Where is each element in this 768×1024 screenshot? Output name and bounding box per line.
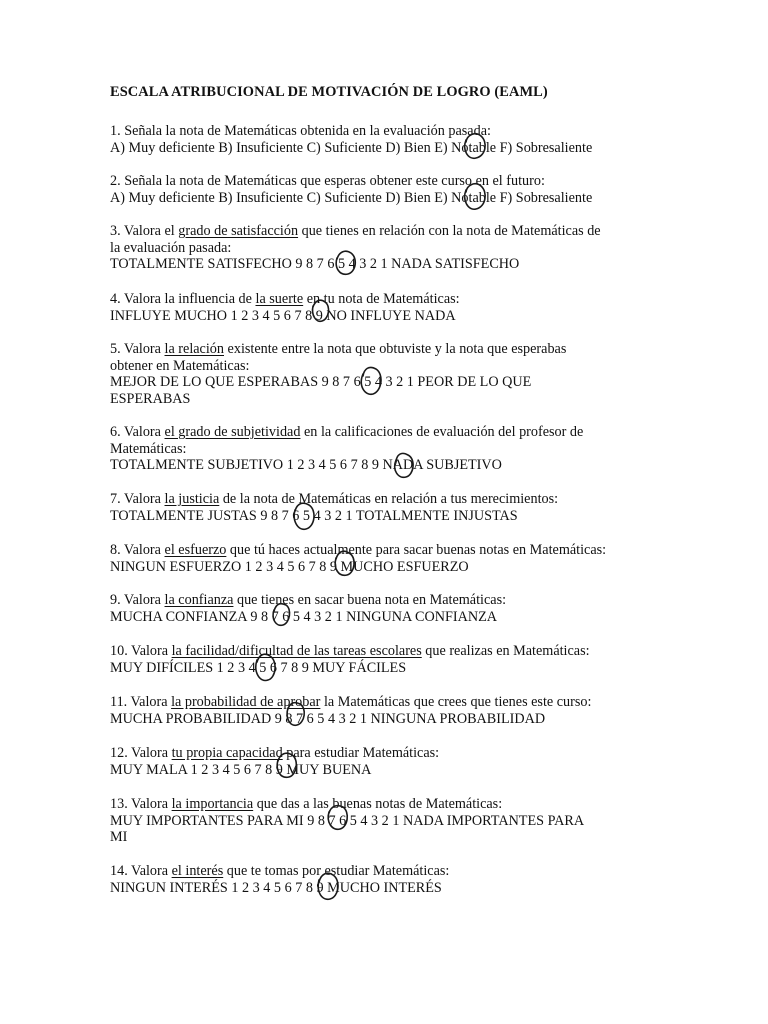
prompt-text-continued: de la nota de Matemáticas en relación a tus merecimientos: [219,491,559,507]
question-8 [110,542,670,575]
prompt-text: 5. Valora [110,341,165,357]
question-prompt [110,694,670,711]
question-5 [110,341,670,407]
question-6 [110,424,670,474]
prompt-text-continued: en la calificaciones de evaluación del profesor de [300,424,584,440]
answer-scale-line: TOTALMENTE JUSTAS 9 8 7 6 5 4 3 2 1 TOTALMENTE INJUSTAS [110,507,518,524]
question-prompt [110,542,670,559]
underlined-concept: grado de satisfacción [178,223,299,239]
prompt-text-continued: que realizas en Matemáticas: [421,643,590,659]
question-1 [110,123,670,156]
question-prompt [110,592,670,609]
question-3 [110,223,670,273]
question-11 [110,694,670,727]
question-4 [110,291,670,324]
question-prompt [110,491,670,508]
underlined-concept: el grado de subjetividad [164,424,301,440]
question-13 [110,796,670,846]
underlined-concept: el esfuerzo [164,542,227,558]
question-prompt [110,796,670,813]
document-title: ESCALA ATRIBUCIONAL DE MOTIVACIÓN DE LOGRO (EAML) [110,84,548,100]
question-10 [110,643,670,676]
prompt-text-continued: en tu nota de Matemáticas: [303,291,460,307]
question-14 [110,863,670,896]
underlined-concept: tu propia capacidad [171,745,283,761]
prompt-text-continued: que te tomas por estudiar Matemáticas: [223,863,450,879]
prompt-continuation: obtener en Matemáticas: [110,357,250,374]
question-prompt [110,123,670,140]
underlined-concept: la confianza [164,592,234,608]
underlined-concept: la relación [164,341,224,357]
answer-scale-line: MUCHA PROBABILIDAD 9 8 7 6 5 4 3 2 1 NINGUNA PROBABILIDAD [110,710,546,727]
answer-scale-line: MUY MALA 1 2 3 4 5 6 7 8 9 MUY BUENA [110,761,372,778]
answer-scale-line: MEJOR DE LO QUE ESPERABAS 9 8 7 6 5 4 3 2 1 PEOR DE LO QUE [110,374,532,390]
prompt-text: 6. Valora [110,424,165,440]
question-prompt [110,863,670,880]
question-12 [110,745,670,778]
questionnaire-page [110,84,670,117]
prompt-text: 14. Valora [110,863,172,879]
answer-scale-line: INFLUYE MUCHO 1 2 3 4 5 6 7 8 9 NO INFLUYE NADA [110,307,456,324]
answer-scale-line: MUY IMPORTANTES PARA MI 9 8 7 6 5 4 3 2 1 NADA IMPORTANTES PARA [110,812,585,829]
answer-scale-line: NINGUN ESFUERZO 1 2 3 4 5 6 7 8 9 MUCHO ESFUERZO [110,558,469,575]
prompt-text: 11. Valora [110,694,172,710]
question-prompt [110,745,670,762]
answer-scale-line: A) Muy deficiente B) Insuficiente C) Suficiente D) Bien E) Notable F) Sobresaliente [110,189,593,206]
underlined-concept: la facilidad/dificultad de las tareas escolares [171,643,422,659]
prompt-text: 3. Valora el [110,223,179,239]
prompt-text-continued: existente entre la nota que obtuviste y la nota que esperabas [224,341,567,357]
answer-scale-line: TOTALMENTE SATISFECHO 9 8 7 6 5 4 3 2 1 NADA SATISFECHO [110,256,520,272]
prompt-text: 13. Valora [110,796,172,812]
answer-scale-line: TOTALMENTE SUBJETIVO 1 2 3 4 5 6 7 8 9 NADA SUBJETIVO [110,457,502,473]
prompt-text-continued: para estudiar Matemáticas: [282,745,440,761]
answer-scale-line: MI [110,829,128,845]
answer-scale-line: NINGUN INTERÉS 1 2 3 4 5 6 7 8 9 MUCHO INTERÉS [110,879,442,896]
question-2 [110,173,670,206]
answer-scale-line: MUY DIFÍCILES 1 2 3 4 5 6 7 8 9 MUY FÁCILES [110,659,407,676]
answer-scale-line: MUCHA CONFIANZA 9 8 7 6 5 4 3 2 1 NINGUNA CONFIANZA [110,608,498,625]
question-prompt [110,643,670,660]
answer-scale-line: A) Muy deficiente B) Insuficiente C) Suficiente D) Bien E) Notable F) Sobresaliente [110,139,593,156]
prompt-text: 9. Valora [110,592,165,608]
underlined-concept: la justicia [164,491,220,507]
prompt-text-continued: que das a las buenas notas de Matemáticas: [253,796,503,812]
underlined-concept: la suerte [255,291,304,307]
prompt-continuation: la evaluación pasada: [110,239,232,256]
underlined-concept: el interés [171,863,224,879]
question-9 [110,592,670,625]
question-prompt [110,341,670,358]
prompt-text: 7. Valora [110,491,165,507]
underlined-concept: la importancia [171,796,254,812]
question-7 [110,491,670,524]
answer-scale-line: ESPERABAS [110,390,191,407]
prompt-text: 8. Valora [110,542,165,558]
prompt-text-continued: la Matemáticas que crees que tienes este curso: [320,694,592,710]
underlined-concept: la probabilidad de aprobar [171,694,321,710]
prompt-text: 4. Valora la influencia de [110,291,256,307]
prompt-text: 2. Señala la nota de Matemáticas que esperas obtener este curso en el futuro: [110,173,545,189]
prompt-text-continued: que tienes en sacar buena nota en Matemáticas: [233,592,507,608]
prompt-text-continued: que tienes en relación con la nota de Matemáticas de [298,223,601,239]
question-prompt [110,291,670,308]
prompt-text: 1. Señala la nota de Matemáticas obtenida en la evaluación pasada: [110,123,491,139]
prompt-text: 10. Valora [110,643,172,659]
question-prompt [110,223,670,240]
prompt-text: 12. Valora [110,745,172,761]
question-prompt [110,424,670,441]
prompt-continuation: Matemáticas: [110,440,187,457]
prompt-text-continued: que tú haces actualmente para sacar buenas notas en Matemáticas: [226,542,607,558]
question-prompt [110,173,670,190]
